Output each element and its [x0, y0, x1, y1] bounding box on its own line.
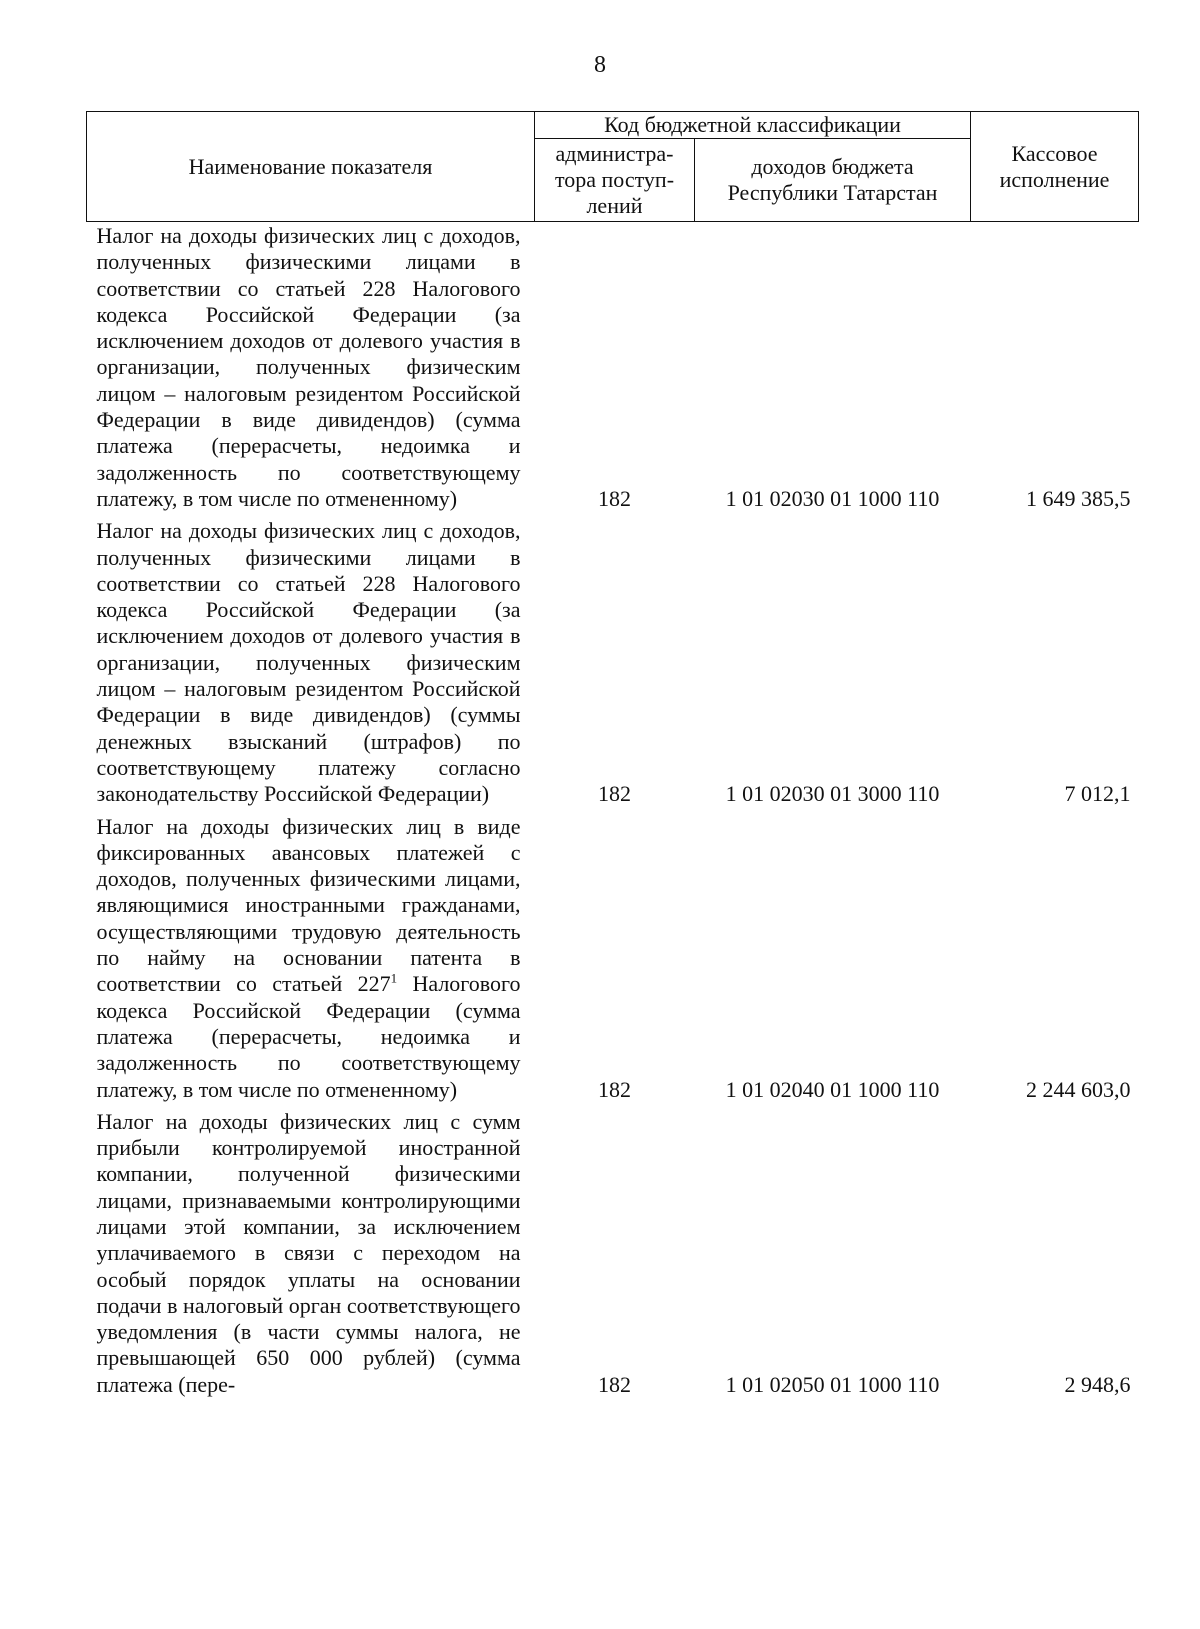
indicator-name: Налог на доходы физических лиц с доходов, полученных физическими лицами в соответствии со статьей 228 Налогового кодекса Российской Федерации (за исключением доходов от долевого участия в организации, полученных физическим лицом – налоговым резидентом Российской Федерации в виде дивидендов) (сумма платежа (перерасчеты, недоимка и задолженность по соответствующему платежу, в том числе по отмененному) [96, 223, 521, 511]
cash-execution-value: 7 012,1 [1064, 781, 1131, 807]
table-header [87, 112, 1139, 222]
table-row [87, 1109, 1139, 1404]
indicator-name: Налог на доходы физических лиц с сумм прибыли контролируемой иностранной компании, полученной физическими лицами, признаваемыми контролирующими лицами этой компании, за исключением уплачиваемого в связи с переходом на особый порядок уплаты на основании подачи в налоговый орган соответствующего уведомления (в части суммы налога, не превышающей 650 000 рублей) (сумма платежа (пере- [96, 1108, 521, 1397]
cash-execution-value: 2 244 603,0 [1026, 1076, 1131, 1102]
article-superscript: 1 [390, 970, 398, 986]
indicator-name-part: Налогового кодекса Российской Федерации (сумма платежа (перерасчеты, недоимка и задолженность по соответствующему платежу, в том числе по отмененному) [96, 971, 521, 1102]
page-number: 8 [594, 52, 606, 78]
budget-classification-code: 1 01 02030 01 1000 110 [725, 485, 940, 511]
cash-execution-value: 2 948,6 [1064, 1371, 1131, 1397]
budget-revenue-table [86, 111, 1139, 1404]
indicator-name: Налог на доходы физических лиц с доходов, полученных физическими лицами в соответствии со статьей 228 Налогового кодекса Российской Федерации (за исключением доходов от долевого участия в организации, полученных физическим лицом – налоговым резидентом Российской Федерации в виде дивидендов) (суммы денежных взысканий (штрафов) по соответствующему платежу согласно законодательству Российской Федерации) [96, 518, 521, 807]
table-row [87, 814, 1139, 1109]
budget-classification-code: 1 01 02030 01 3000 110 [725, 781, 940, 807]
indicator-name-part: Налог на доходы физических лиц в виде фиксированных авансовых платежей с доходов, полученных физическими лицами, являющимися иностранными гражданами, осуществляющими трудовую деятельность по найму на основании патента в соответствии со статьей 227 [96, 813, 521, 997]
budget-classification-code: 1 01 02050 01 1000 110 [725, 1371, 940, 1397]
table-row [87, 222, 1139, 519]
header-revenue-administrator: администра-тора поступ-лений [535, 139, 695, 222]
table-row [87, 518, 1139, 813]
administrator-code: 182 [598, 485, 631, 511]
administrator-code: 182 [598, 1076, 631, 1102]
header-classification-code: Код бюджетной классификации [535, 112, 971, 139]
header-budget-revenue-code: доходов бюджета Республики Татарстан [695, 139, 971, 222]
cash-execution-value: 1 649 385,5 [1026, 485, 1131, 511]
header-cash-execution: Кассовое исполнение [971, 112, 1139, 222]
budget-classification-code: 1 01 02040 01 1000 110 [725, 1076, 940, 1102]
table-body [87, 222, 1139, 1405]
header-indicator-name: Наименование показателя [87, 112, 535, 222]
administrator-code: 182 [598, 1371, 631, 1397]
indicator-name [87, 814, 535, 1109]
administrator-code: 182 [598, 781, 631, 807]
